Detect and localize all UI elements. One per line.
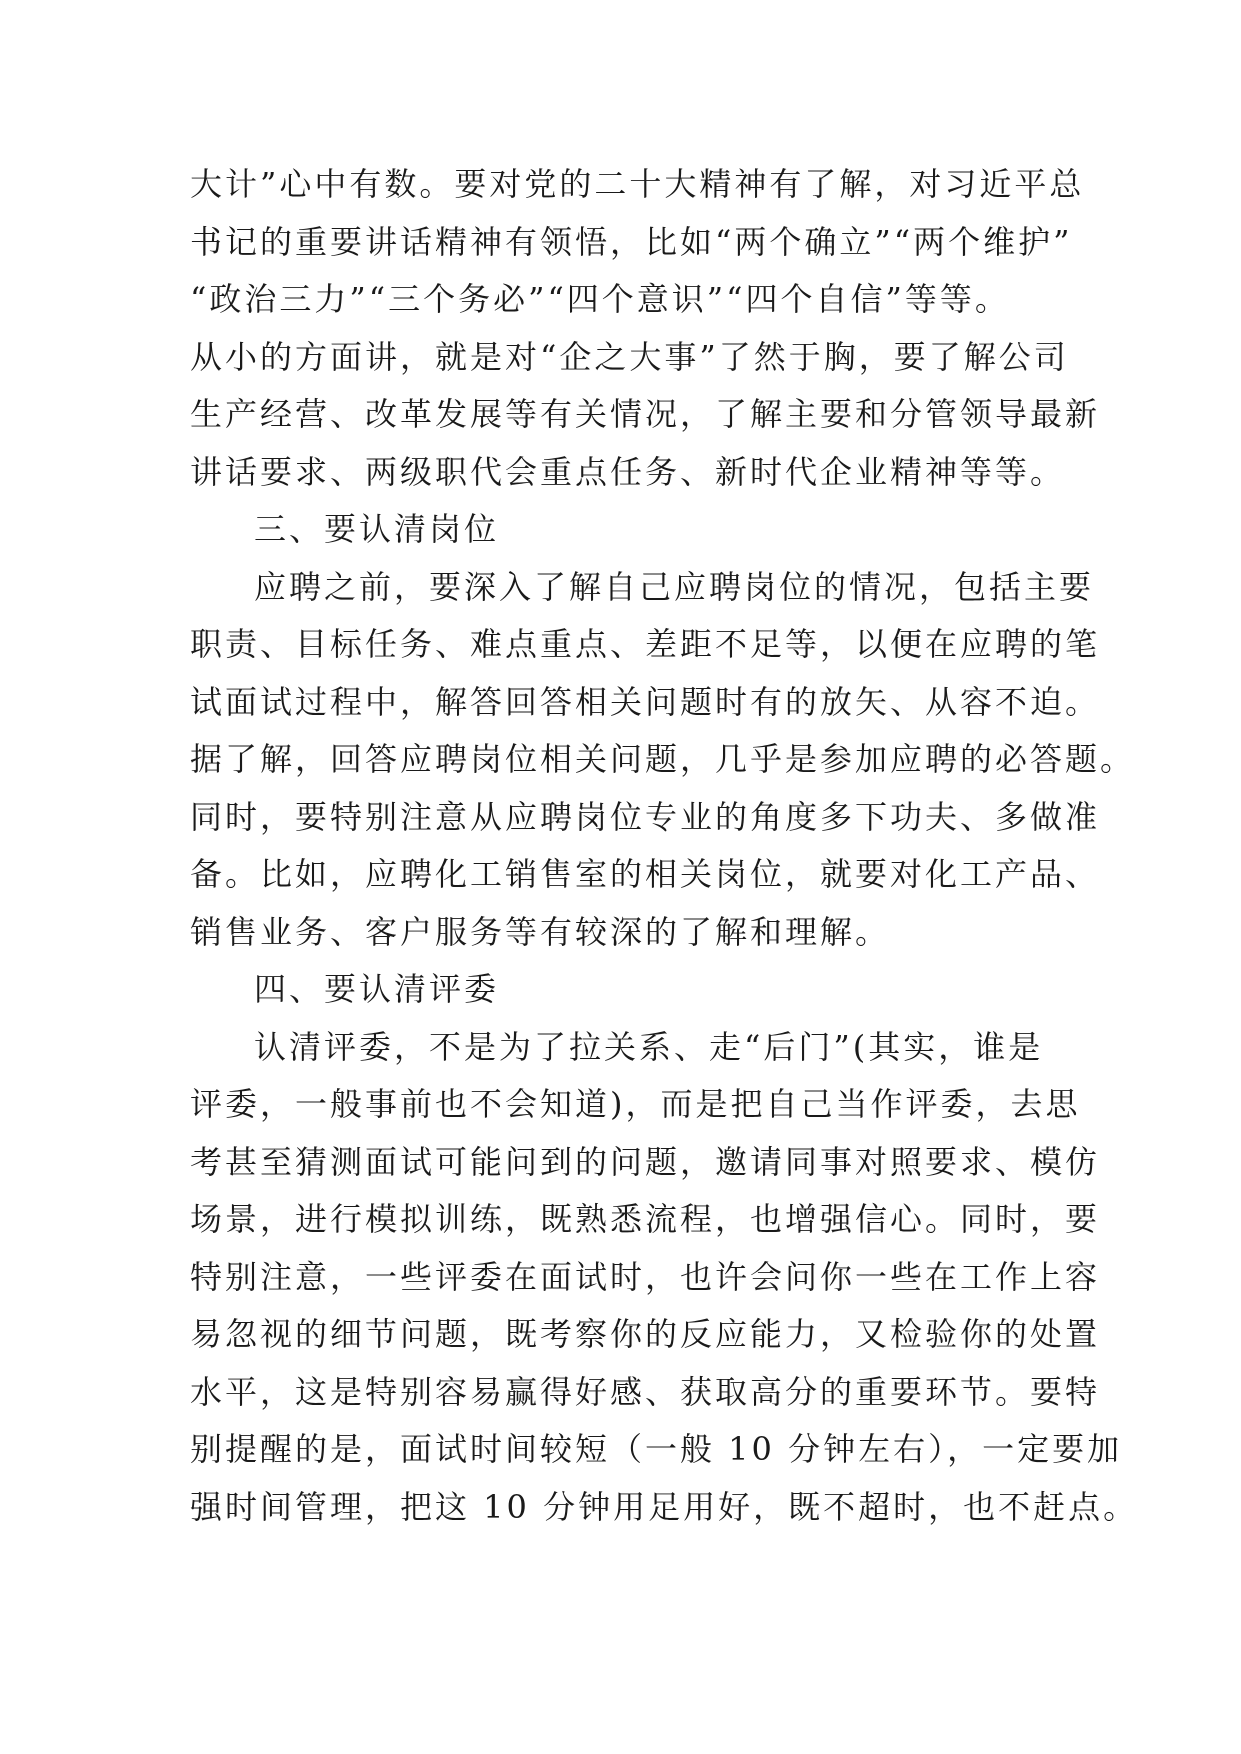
text-line: 别提醒的是，面试时间较短（一般 10 分钟左右），一定要加 — [190, 1430, 1123, 1468]
text-line: 水平，这是特别容易赢得好感、获取高分的重要环节。要特 — [190, 1372, 1101, 1411]
text-line: 据了解，回答应聘岗位相关问题，几乎是参加应聘的必答题。 — [190, 740, 1136, 778]
text-line: 特别注意，一些评委在面试时，也许会问你一些在工作上容 — [190, 1257, 1101, 1296]
text-line: “政治三力”“三个务必”“四个意识”“四个自信”等等。 — [190, 280, 1010, 318]
text-line: 大计”心中有数。要对党的二十大精神有了解，对习近平总 — [190, 165, 1085, 203]
section-heading: 四、要认清评委 — [254, 970, 500, 1008]
text-line: 试面试过程中，解答回答相关问题时有的放矢、从容不迫。 — [190, 682, 1101, 721]
document-body — [190, 156, 1139, 1536]
text-line: 强时间管理，把这 10 分钟用足用好，既不超时，也不赶点。 — [190, 1487, 1139, 1526]
text-line: 从小的方面讲，就是对“企之大事”了然于胸，要了解公司 — [190, 337, 1069, 376]
text-line: 评委，一般事前也不会知道)，而是把自己当作评委，去思 — [190, 1085, 1081, 1123]
text-line: 场景，进行模拟训练，既熟悉流程，也增强信心。同时，要 — [190, 1200, 1101, 1238]
paragraph-first-line: 认清评委，不是为了拉关系、走“后门”(其实，谁是 — [254, 1027, 1044, 1066]
text-line: 易忽视的细节问题，既考察你的反应能力，又检验你的处置 — [190, 1315, 1101, 1353]
text-line: 同时，要特别注意从应聘岗位专业的角度多下功夫、多做准 — [190, 797, 1101, 836]
text-line: 讲话要求、两级职代会重点任务、新时代企业精神等等。 — [190, 452, 1066, 491]
text-line: 销售业务、客户服务等有较深的了解和理解。 — [190, 912, 891, 951]
text-line: 书记的重要讲话精神有领悟，比如“两个确立”“两个维护” — [190, 222, 1073, 261]
text-line: 职责、目标任务、难点重点、差距不足等，以便在应聘的笔 — [190, 625, 1101, 663]
text-line: 生产经营、改革发展等有关情况，了解主要和分管领导最新 — [190, 395, 1101, 433]
section-heading: 三、要认清岗位 — [254, 510, 500, 548]
paragraph-first-line: 应聘之前，要深入了解自己应聘岗位的情况，包括主要 — [254, 567, 1095, 606]
text-line: 考甚至猜测面试可能问到的问题，邀请同事对照要求、模仿 — [190, 1142, 1101, 1181]
text-line: 备。比如，应聘化工销售室的相关岗位，就要对化工产品、 — [190, 855, 1101, 893]
